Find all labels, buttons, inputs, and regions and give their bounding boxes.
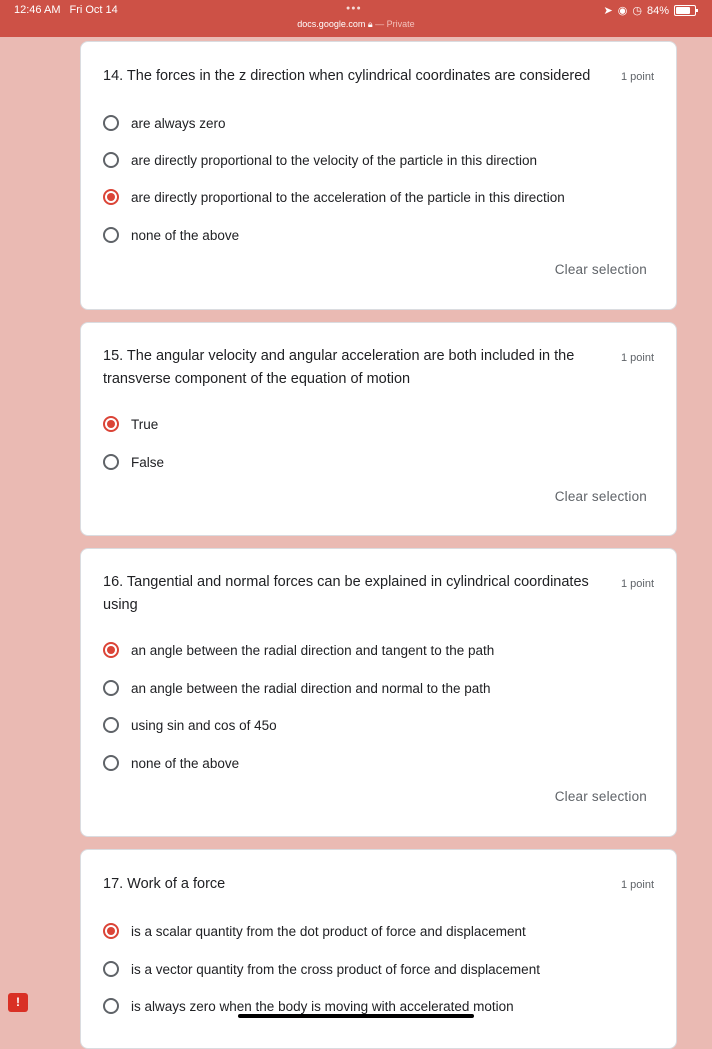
radio-button-icon[interactable] — [103, 923, 119, 939]
more-dots-icon[interactable]: ●●● — [346, 5, 362, 12]
radio-button-icon[interactable] — [103, 680, 119, 696]
radio-button-icon[interactable] — [103, 961, 119, 977]
radio-button-icon[interactable] — [103, 189, 119, 205]
question-title: 17. Work of a force — [103, 876, 226, 892]
option-label: is always zero when the body is moving with accelerated motion — [131, 998, 514, 1014]
option-label: an angle between the radial direction and tangent to the path — [131, 642, 495, 658]
option-label: none of the above — [131, 227, 240, 243]
address-bar[interactable] — [0, 19, 712, 30]
radio-button-icon[interactable] — [103, 717, 119, 733]
question-title: 15. The angular velocity and angular acceleration are both included in the transverse component of the equation of motion — [103, 348, 575, 387]
battery-percent: 84% — [646, 4, 669, 17]
radio-button-icon[interactable] — [103, 115, 119, 131]
status-date: Fri Oct 14 — [69, 4, 118, 16]
question-points: 1 point — [620, 71, 654, 83]
status-time-date — [14, 4, 127, 16]
option-label: none of the above — [131, 755, 240, 771]
question-title: 14. The forces in the z direction when cylindrical coordinates are considered — [103, 68, 591, 84]
option-radio[interactable] — [103, 149, 537, 171]
battery-icon — [674, 5, 696, 16]
radio-button-icon[interactable] — [103, 454, 119, 470]
status-time: 12:46 AM — [14, 4, 61, 16]
option-radio[interactable] — [103, 112, 226, 134]
option-radio[interactable] — [103, 714, 277, 736]
option-radio[interactable] — [103, 413, 158, 435]
url-text: docs.google.com — [297, 19, 366, 29]
battery-fill — [676, 7, 690, 14]
private-label: — Private — [375, 19, 415, 29]
clear-selection-button[interactable]: Clear selection — [554, 262, 647, 277]
alarm-icon: ◷ — [632, 5, 642, 17]
question-points: 1 point — [620, 352, 654, 364]
option-label: is a scalar quantity from the dot product of force and displacement — [131, 923, 526, 939]
option-radio[interactable] — [103, 186, 565, 208]
status-icons — [604, 4, 696, 17]
location-icon: ➤ — [603, 5, 613, 17]
option-radio[interactable] — [103, 639, 494, 661]
feedback-alert-icon[interactable]: ! — [8, 993, 28, 1012]
option-label: using sin and cos of 45o — [131, 717, 277, 733]
option-radio[interactable] — [103, 958, 540, 980]
clear-selection-button[interactable]: Clear selection — [554, 489, 647, 504]
question-card-14 — [80, 41, 677, 310]
option-label: are directly proportional to the acceleration of the particle in this direction — [131, 189, 565, 205]
question-title: 16. Tangential and normal forces can be explained in cylindrical coordinates using — [103, 574, 589, 613]
option-label: are always zero — [131, 115, 226, 131]
radio-button-icon[interactable] — [103, 416, 119, 432]
question-card-15 — [80, 322, 677, 536]
home-indicator[interactable] — [238, 1014, 474, 1018]
radio-button-icon[interactable] — [103, 998, 119, 1014]
question-card-16 — [80, 548, 677, 837]
radio-button-icon[interactable] — [103, 152, 119, 168]
option-radio[interactable] — [103, 920, 526, 942]
option-radio[interactable] — [103, 451, 164, 473]
option-label: False — [131, 454, 165, 470]
option-radio[interactable] — [103, 677, 491, 699]
option-radio[interactable] — [103, 224, 239, 246]
status-bar — [0, 0, 712, 37]
radio-button-icon[interactable] — [103, 755, 119, 771]
radio-button-icon[interactable] — [103, 642, 119, 658]
question-points: 1 point — [620, 879, 654, 891]
option-radio[interactable] — [103, 752, 239, 774]
option-label: True — [131, 416, 159, 432]
clear-selection-button[interactable]: Clear selection — [554, 789, 647, 804]
wifi-icon: ◉ — [617, 5, 628, 17]
question-points: 1 point — [620, 578, 654, 590]
lock-icon: 🔒︎ — [367, 19, 373, 29]
option-label: are directly proportional to the velocity of the particle in this direction — [131, 152, 537, 168]
option-label: is a vector quantity from the cross product of force and displacement — [131, 961, 540, 977]
option-label: an angle between the radial direction and normal to the path — [131, 680, 491, 696]
question-card-17 — [80, 849, 677, 1049]
radio-button-icon[interactable] — [103, 227, 119, 243]
